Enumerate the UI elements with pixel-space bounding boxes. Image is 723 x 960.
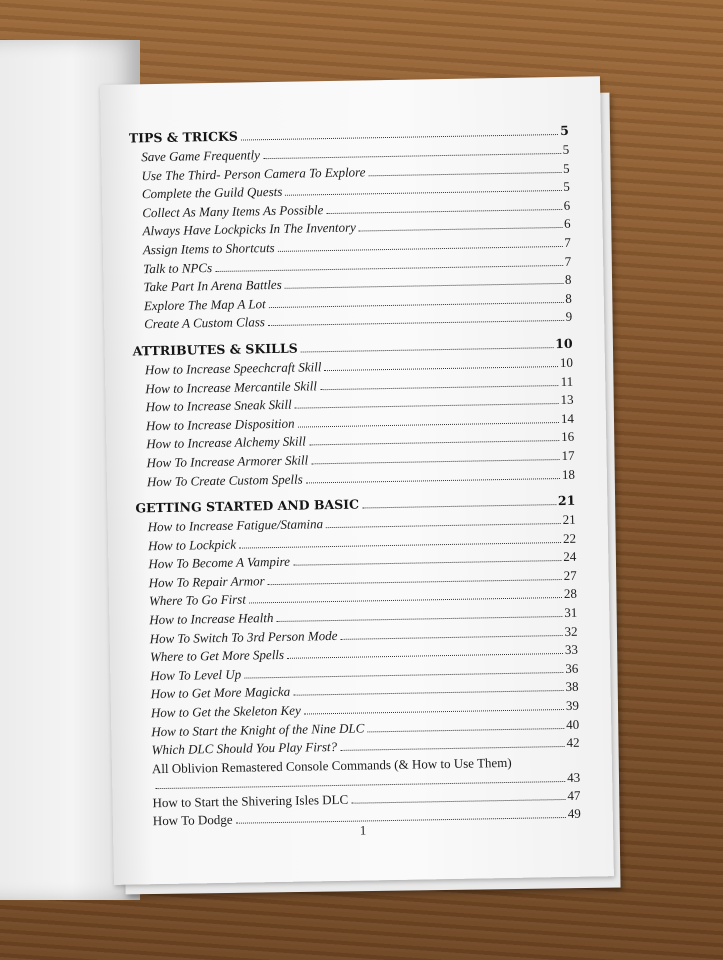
dot-leader xyxy=(351,799,565,804)
section-page-number: 10 xyxy=(555,335,573,352)
dot-leader xyxy=(320,385,559,390)
entry-page-number: 47 xyxy=(567,787,581,803)
entry-title: How To Repair Armor xyxy=(148,573,265,591)
dot-leader xyxy=(326,209,561,214)
entry-page-number: 10 xyxy=(559,354,574,370)
entry-page-number: 36 xyxy=(565,660,579,676)
entry-title: How to Start the Knight of the Nine DLC xyxy=(151,720,365,739)
entry-page-number: 39 xyxy=(565,697,580,713)
dot-leader xyxy=(362,504,556,508)
section-page-number: 5 xyxy=(560,122,569,138)
dot-leader xyxy=(244,672,563,679)
entry-title: Explore The Map A Lot xyxy=(143,295,266,314)
entry-title: Talk to NPCs xyxy=(143,259,213,276)
entry-page-number: 18 xyxy=(561,466,575,482)
entry-title: How to Lockpick xyxy=(147,536,237,553)
dot-leader xyxy=(263,153,561,159)
dot-leader xyxy=(367,728,564,732)
entry-page-number: 40 xyxy=(566,716,580,732)
dot-leader xyxy=(295,403,559,409)
entry-title: Which DLC Should You Play First? xyxy=(151,739,338,758)
entry-title: How to Get More Magicka xyxy=(150,684,291,702)
entry-page-number: 5 xyxy=(562,160,570,176)
entry-page-number: 33 xyxy=(564,641,579,658)
entry-page-number: 7 xyxy=(564,234,571,250)
entry-title: How To Switch To 3rd Person Mode xyxy=(149,627,338,646)
entry-page-number: 17 xyxy=(561,447,575,463)
dot-leader xyxy=(298,422,559,428)
page-number: 1 xyxy=(359,822,367,838)
dot-leader xyxy=(276,616,562,622)
entry-page-number: 22 xyxy=(562,530,577,546)
dot-leader xyxy=(359,227,562,232)
entry-page-number: 5 xyxy=(563,179,570,195)
entry-page-number: 24 xyxy=(563,549,577,565)
entry-title: Where To Go First xyxy=(148,592,247,609)
table-of-contents xyxy=(129,115,581,833)
entry-title: How to Increase Alchemy Skill xyxy=(146,433,306,452)
dot-leader xyxy=(278,246,563,252)
book-page xyxy=(100,76,614,885)
entry-title: How To Become A Vampire xyxy=(148,554,291,572)
dot-leader xyxy=(268,320,564,326)
dot-leader xyxy=(311,459,559,464)
dot-leader xyxy=(340,746,564,751)
dot-leader xyxy=(287,653,563,659)
dot-leader xyxy=(249,597,562,603)
entry-page-number: 43 xyxy=(567,769,581,785)
entry-page-number: 8 xyxy=(565,290,572,306)
entry-page-number: 31 xyxy=(564,604,578,621)
entry-page-number: 6 xyxy=(563,197,571,213)
dot-leader xyxy=(155,781,565,789)
dot-leader xyxy=(239,542,561,549)
entry-page-number: 13 xyxy=(560,391,574,408)
entry-title: How to Get the Skeleton Key xyxy=(150,702,301,721)
entry-title: How to Increase Mercantile Skill xyxy=(145,377,318,396)
entry-title: Take Part In Arena Battles xyxy=(143,277,282,295)
entry-title: Assign Items to Shortcuts xyxy=(142,239,275,258)
entry-page-number: 11 xyxy=(560,373,574,389)
dot-leader xyxy=(369,172,562,176)
dot-leader xyxy=(293,690,563,696)
entry-page-number: 28 xyxy=(563,586,578,602)
dot-leader xyxy=(285,190,561,196)
entry-title: How to Increase Fatigue/Stamina xyxy=(147,516,324,535)
dot-leader xyxy=(309,440,559,445)
entry-title: Collect As Many Items As Possible xyxy=(142,201,324,221)
entry-title: Save Game Frequently xyxy=(141,147,261,165)
dot-leader xyxy=(304,709,564,715)
entry-page-number: 5 xyxy=(562,141,570,157)
entry-title: Where to Get More Spells xyxy=(149,647,285,665)
dot-leader xyxy=(269,302,564,308)
dot-leader xyxy=(268,579,562,585)
entry-page-number: 21 xyxy=(562,511,576,528)
dot-leader xyxy=(241,134,558,141)
dot-leader xyxy=(324,366,558,371)
entry-page-number: 49 xyxy=(567,806,581,822)
entry-page-number: 7 xyxy=(564,253,572,269)
entry-title: How To Increase Armorer Skill xyxy=(146,452,309,471)
entry-title: How to Increase Health xyxy=(149,610,274,628)
dot-leader xyxy=(293,560,561,566)
section-title: GETTING STARTED AND BASIC xyxy=(135,496,360,516)
section-page-number: 21 xyxy=(557,492,576,509)
entry-page-number: 16 xyxy=(561,429,575,445)
entry-title: How To Create Custom Spells xyxy=(146,471,303,489)
entry-page-number: 42 xyxy=(566,734,580,751)
entry-title: How To Level Up xyxy=(150,666,242,684)
entry-title: How to Increase Speechcraft Skill xyxy=(144,359,322,378)
dot-leader xyxy=(326,523,561,528)
entry-title: Complete the Guild Quests xyxy=(141,184,283,202)
entry-title: Always Have Lockpicks In The Inventory xyxy=(142,219,357,239)
entry-title: All Oblivion Remastered Console Commands (& How to Use Them) xyxy=(151,754,512,777)
dot-leader xyxy=(215,265,563,272)
entry-title: How to Increase Disposition xyxy=(145,415,295,433)
entry-page-number: 38 xyxy=(565,679,579,695)
entry-title: Use The Third- Person Camera To Explore xyxy=(141,163,366,183)
entry-page-number: 32 xyxy=(564,623,578,639)
section-title: TIPS & TRICKS xyxy=(128,128,238,146)
dot-leader xyxy=(301,347,553,352)
entry-page-number: 8 xyxy=(564,271,572,288)
section-title: ATTRIBUTES & SKILLS xyxy=(132,340,298,359)
entry-title: Create A Custom Class xyxy=(144,314,266,332)
dot-leader xyxy=(341,635,563,640)
dot-leader xyxy=(306,478,560,483)
entry-title: How to Start the Shivering Isles DLC xyxy=(152,791,349,811)
entry-page-number: 9 xyxy=(565,309,573,325)
entry-page-number: 27 xyxy=(563,567,577,583)
entry-page-number: 14 xyxy=(560,410,575,426)
entry-title: How To Dodge xyxy=(152,812,233,829)
entry-page-number: 6 xyxy=(563,216,571,232)
dot-leader xyxy=(285,283,563,289)
entry-title: How to Increase Sneak Skill xyxy=(145,396,292,415)
